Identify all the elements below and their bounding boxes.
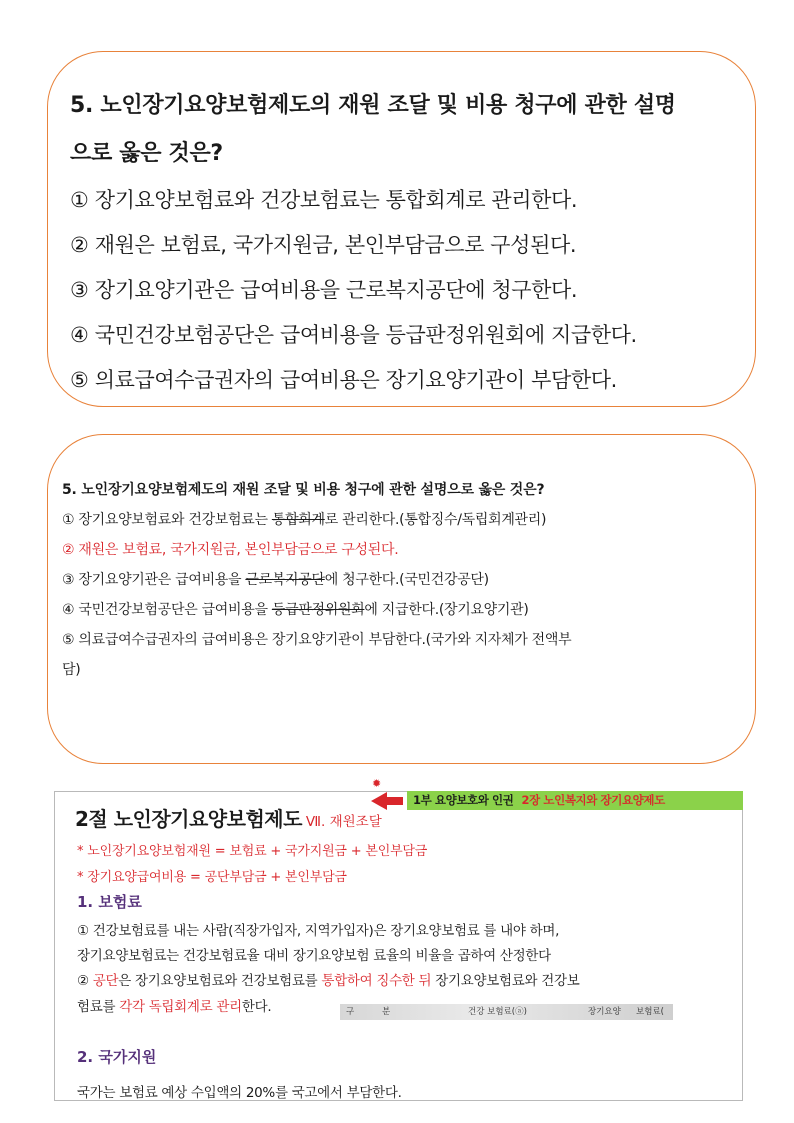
option-2: ② 재원은 보험료, 국가지원금, 본인부담금으로 구성된다. [70, 233, 577, 257]
option-4: ④ 국민건강보험공단은 급여비용을 등급판정위원회에 지급한다. [70, 323, 637, 347]
question-title-line1: 5. 노인장기요양보험제도의 재원 조달 및 비용 청구에 관한 설명 [70, 93, 676, 118]
paragraph-2: 장기요양보험료는 건강보험료율 대비 장기요양보험 료율의 비율을 곱하여 산정한다 [77, 948, 551, 964]
paragraph-1: ① 건강보험료를 내는 사람(직장가입자, 지역가입자)은 장기요양보험료 를 내야 하며, [77, 923, 560, 939]
heading-national-support: 2. 국가지원 [77, 1048, 157, 1066]
struck-text: 통합회계 [271, 512, 325, 528]
answer-card [47, 434, 756, 764]
struck-text: 등급판정위원회 [271, 602, 365, 618]
heading-insurance: 1. 보험료 [77, 893, 142, 911]
answer-question-title: 5. 노인장기요양보험제도의 재원 조달 및 비용 청구에 관한 설명으로 옳은 것은? [62, 482, 545, 498]
question-title-line2: 으로 옳은 것은? [70, 141, 223, 166]
chapter-bar [407, 791, 743, 810]
section-title-sub: Ⅶ. 재원조달 [305, 814, 382, 830]
paragraph-3: ② 공단은 장기요양보험료와 건강보험료를 통합하여 징수한 뒤 장기요양보험료와 건강보 [77, 973, 580, 989]
formula-benefit-cost: * 장기요양급여비용 = 공단부담금 + 본인부담금 [77, 870, 347, 885]
option-3: ③ 장기요양기관은 급여비용을 근로복지공단에 청구한다. [70, 278, 578, 302]
question-card [47, 51, 756, 407]
arrow-icon [369, 791, 405, 811]
paragraph-5: 국가는 보험료 예상 수입액의 20%를 국고에서 부담한다. [77, 1085, 402, 1101]
option-5: ⑤ 의료급여수급권자의 급여비용은 장기요양기관이 부담한다. [70, 368, 617, 392]
textbook-excerpt [54, 791, 743, 1101]
option-1: ① 장기요양보험료와 건강보험료는 통합회계로 관리한다. [70, 188, 578, 212]
chapter-label: 2장 노인복지와 장기요양제도 [521, 793, 665, 807]
part-label: 1부 요양보호와 인권 [413, 793, 514, 807]
answer-option-5: ⑤ 의료급여수급권자의 급여비용은 장기요양기관이 부담한다.(국가와 지자체가 전액부 담) [62, 632, 572, 678]
answer-option-2-correct: ② 재원은 보험료, 국가지원금, 본인부담금으로 구성된다. [62, 542, 399, 558]
answer-option-1: ① 장기요양보험료와 건강보험료는 통합회계로 관리한다.(통합징수/독립회계관리) [62, 512, 547, 528]
formula-finance: * 노인장기요양보험재원 = 보험료 + 국가지원금 + 본인부담금 [77, 844, 428, 859]
answer-option-3: ③ 장기요양기관은 급여비용을 근로복지공단에 청구한다.(국민건강공단) [62, 572, 489, 588]
paragraph-4: 험료를 각각 독립회계로 관리한다. [77, 999, 272, 1015]
sun-icon: ✹ [372, 777, 382, 790]
chapter-tag [365, 778, 745, 810]
section-title-main: 2절 노인장기요양보험제도 [75, 807, 302, 831]
answer-option-4: ④ 국민건강보험공단은 급여비용을 등급판정위원회에 지급한다.(장기요양기관) [62, 602, 529, 618]
struck-text: 근로복지공단 [245, 572, 325, 588]
table-thumbnail: 구 분 건강 보험료(ⓐ) 장기요양 보험료( [340, 1004, 673, 1020]
section-title [75, 803, 382, 832]
